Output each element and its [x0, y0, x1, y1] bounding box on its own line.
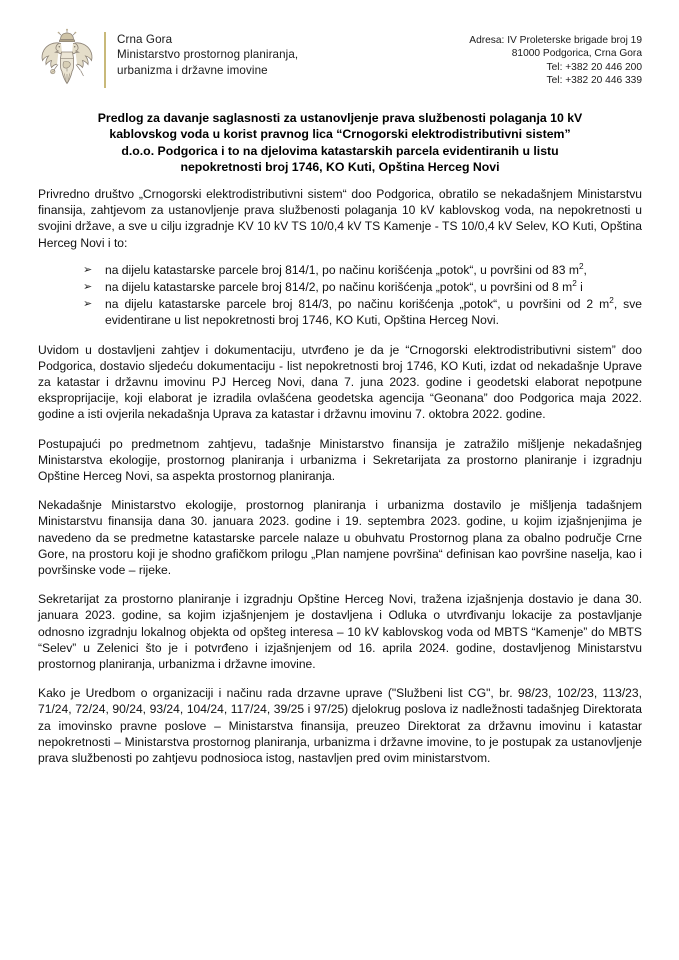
contact-tel-2: Tel: +382 20 446 339	[546, 75, 642, 87]
contact-tel-1: Tel: +382 20 446 200	[546, 61, 642, 73]
letterhead-titles	[117, 28, 298, 78]
list-item	[83, 296, 642, 328]
paragraph-secretariat-opinion: Sekretarijat za prostorno planiranje i izgradnju Opštine Herceg Novi, tražena izjašnjenja dostavio je dana 30. januara 2023. godine, sa kojim izjašnjenjem je dostavljena i Odluka o utvrđivanju lokacije za postavljanje odnosno izgradnju lokalnog objekta od opšteg interesa – 10 kV kablovskog voda od MBTS “Kamenje” do MBTS “Selev” u Zelenici što je i potvrđeno i izjašnjenjem od 16. aprila 2024. godine, dostavljenog Ministarstvu prostornog planiranja, urbanizma i državne imovine.	[38, 592, 642, 672]
list-item-superscript: 2	[578, 261, 584, 271]
letterhead-contact-block	[469, 34, 642, 88]
bullet-arrow-icon: ➢	[83, 298, 93, 311]
letterhead-divider	[104, 32, 106, 88]
page-title	[50, 110, 630, 176]
title-line-2: kablovskog voda u korist pravnog lica “Crnogorski elektrodistributivni sistem”	[109, 127, 571, 142]
letterhead-left	[38, 28, 298, 90]
country-name: Crna Gora	[117, 33, 173, 46]
ministry-name-line1: Ministarstvo prostornog planiranja,	[117, 48, 299, 62]
contact-address: Adresa: IV Proleterske brigade broj 19	[469, 35, 642, 46]
list-item-superscript: 2	[572, 278, 577, 288]
paragraph-request-intro: Privredno društvo „Crnogorski elektrodistributivni sistem“ doo Podgorica, obratilo se nekadašnjem Ministarstvu finansija, zahtjevom za ustanovljenje prava službenosti polaganja 10 kV kablovskog voda, na nepokretnosti u svojini države, a sve u cilju izgradnje KV 10 kV TS 10/0,4 kV TS Kamenje - TS 10/0,4 kV Selev, KO Kuti, Opština Herceg Novi i to:	[38, 187, 642, 250]
paragraph-ministry-ecology-opinion: Nekadašnje Ministarstvo ekologije, prostornog planiranja i urbanizma dostavilo je mišljenja tadašnjem Ministarstvu finansija dana 30. januara 2023. godine i 19. septembra 2023. godine, u kojim izjašnjenjima je navedeno da se predmetne katastarske parcele nalaze u obuhvatu Prostornog plana za obalno područje Crne Gore, na prostoru koji je shodno grafičkom prilogu „Plan namjene površina“ definisan kao površine naselja, kao i površinske vode – rijeke.	[38, 498, 642, 578]
title-line-4: nepokretnosti broj 1746, KO Kuti, Opština Herceg Novi	[180, 160, 500, 175]
title-line-1: Predlog za davanje saglasnosti za ustanovljenje prava službenosti polaganja 10 kV	[97, 111, 583, 125]
bullet-arrow-icon: ➢	[83, 281, 93, 294]
paragraph-legal-basis: Kako je Uredbom o organizaciji i načinu rada drzavne uprave ("Službeni list CG", br. 98/23, 102/23, 113/23, 71/24, 72/24, 90/24, 93/24, 104/24, 117/24, 39/25 i 97/25) djelokrug poslova iz nadležnosti tadašnjeg Direktorata za imovinsko pravne poslove – Ministarstva finansija, preuzeo Direktorat za državnu imovinu i katastar nepokretnosti – Ministarstva prostornog planiranja, urbanizma i državne imovine, to je postupak za ustanovljenje prava službenosti po zahtjevu podnosioca istog, nastavljen pred ovim ministarstvom.	[38, 686, 642, 766]
ministry-name-line2: urbanizma i državne imovine	[117, 63, 268, 77]
document-body	[38, 186, 642, 779]
paragraph-opinion-request: Postupajući po predmetnom zahtjevu, tadašnje Ministarstvo finansija je zatražilo mišljenje nekadašnjeg Ministarstva ekologije, prostornog planiranja i urbanizma i Sekretarijata za prostorno planiranje i izgradnju Opštine Herceg Novi, sa aspekta prostornog planiranja.	[38, 436, 642, 484]
list-item-text-tail: i	[576, 280, 583, 295]
list-item-text: na dijelu katastarske parcele broj 814/3, po načinu korišćenja „potok“, u površini od 2 m	[105, 297, 610, 312]
contact-city: 81000 Podgorica, Crna Gora	[511, 48, 642, 60]
list-item-text-tail: , sve evidentirane u list nepokretnosti broj 1746, KO Kuti, Opština Herceg Novi.	[105, 297, 642, 328]
list-item	[83, 279, 642, 295]
bullet-arrow-icon: ➢	[83, 263, 93, 276]
paragraph-documentation-review: Uvidom u dostavljeni zahtjev i dokumentaciju, utvrđeno je da je “Crnogorski elektrodistributivni sistem” doo Podgorica, dostavio sljedeću dokumentaciju - list nepokretnosti broj 1746, KO Kuti, izdat od nekadašnje Uprave za katastar i državnu imovinu PJ Herceg Novi, dana 7. juna 2023. godine i geodetski elaborat nepotpune eksproprijacije, koji elaborat je izradila ovlašćena geodetska agencija “Geonana” doo Podgorica maja 2022. godine a isti ovjerila nekadašnja Uprava za katastar i državnu imovinu 7. oktobra 2022. godine.	[38, 342, 642, 422]
list-item-text-tail: ,	[583, 262, 587, 277]
title-line-3: d.o.o. Podgorica i to na djelovima katastarskih parcela evidentiranih u listu	[121, 143, 559, 158]
list-item-superscript: 2	[609, 296, 614, 306]
montenegro-coat-of-arms-icon	[38, 28, 96, 90]
parcel-list	[38, 262, 642, 329]
list-item-text: na dijelu katastarske parcele broj 814/1, po načinu korišćenja „potok“, u površini od 83 m	[105, 262, 579, 277]
letterhead	[38, 28, 642, 100]
list-item	[83, 262, 642, 278]
list-item-text: na dijelu katastarske parcele broj 814/2, po načinu korišćenja „potok“, u površini od 8 m	[105, 280, 573, 295]
